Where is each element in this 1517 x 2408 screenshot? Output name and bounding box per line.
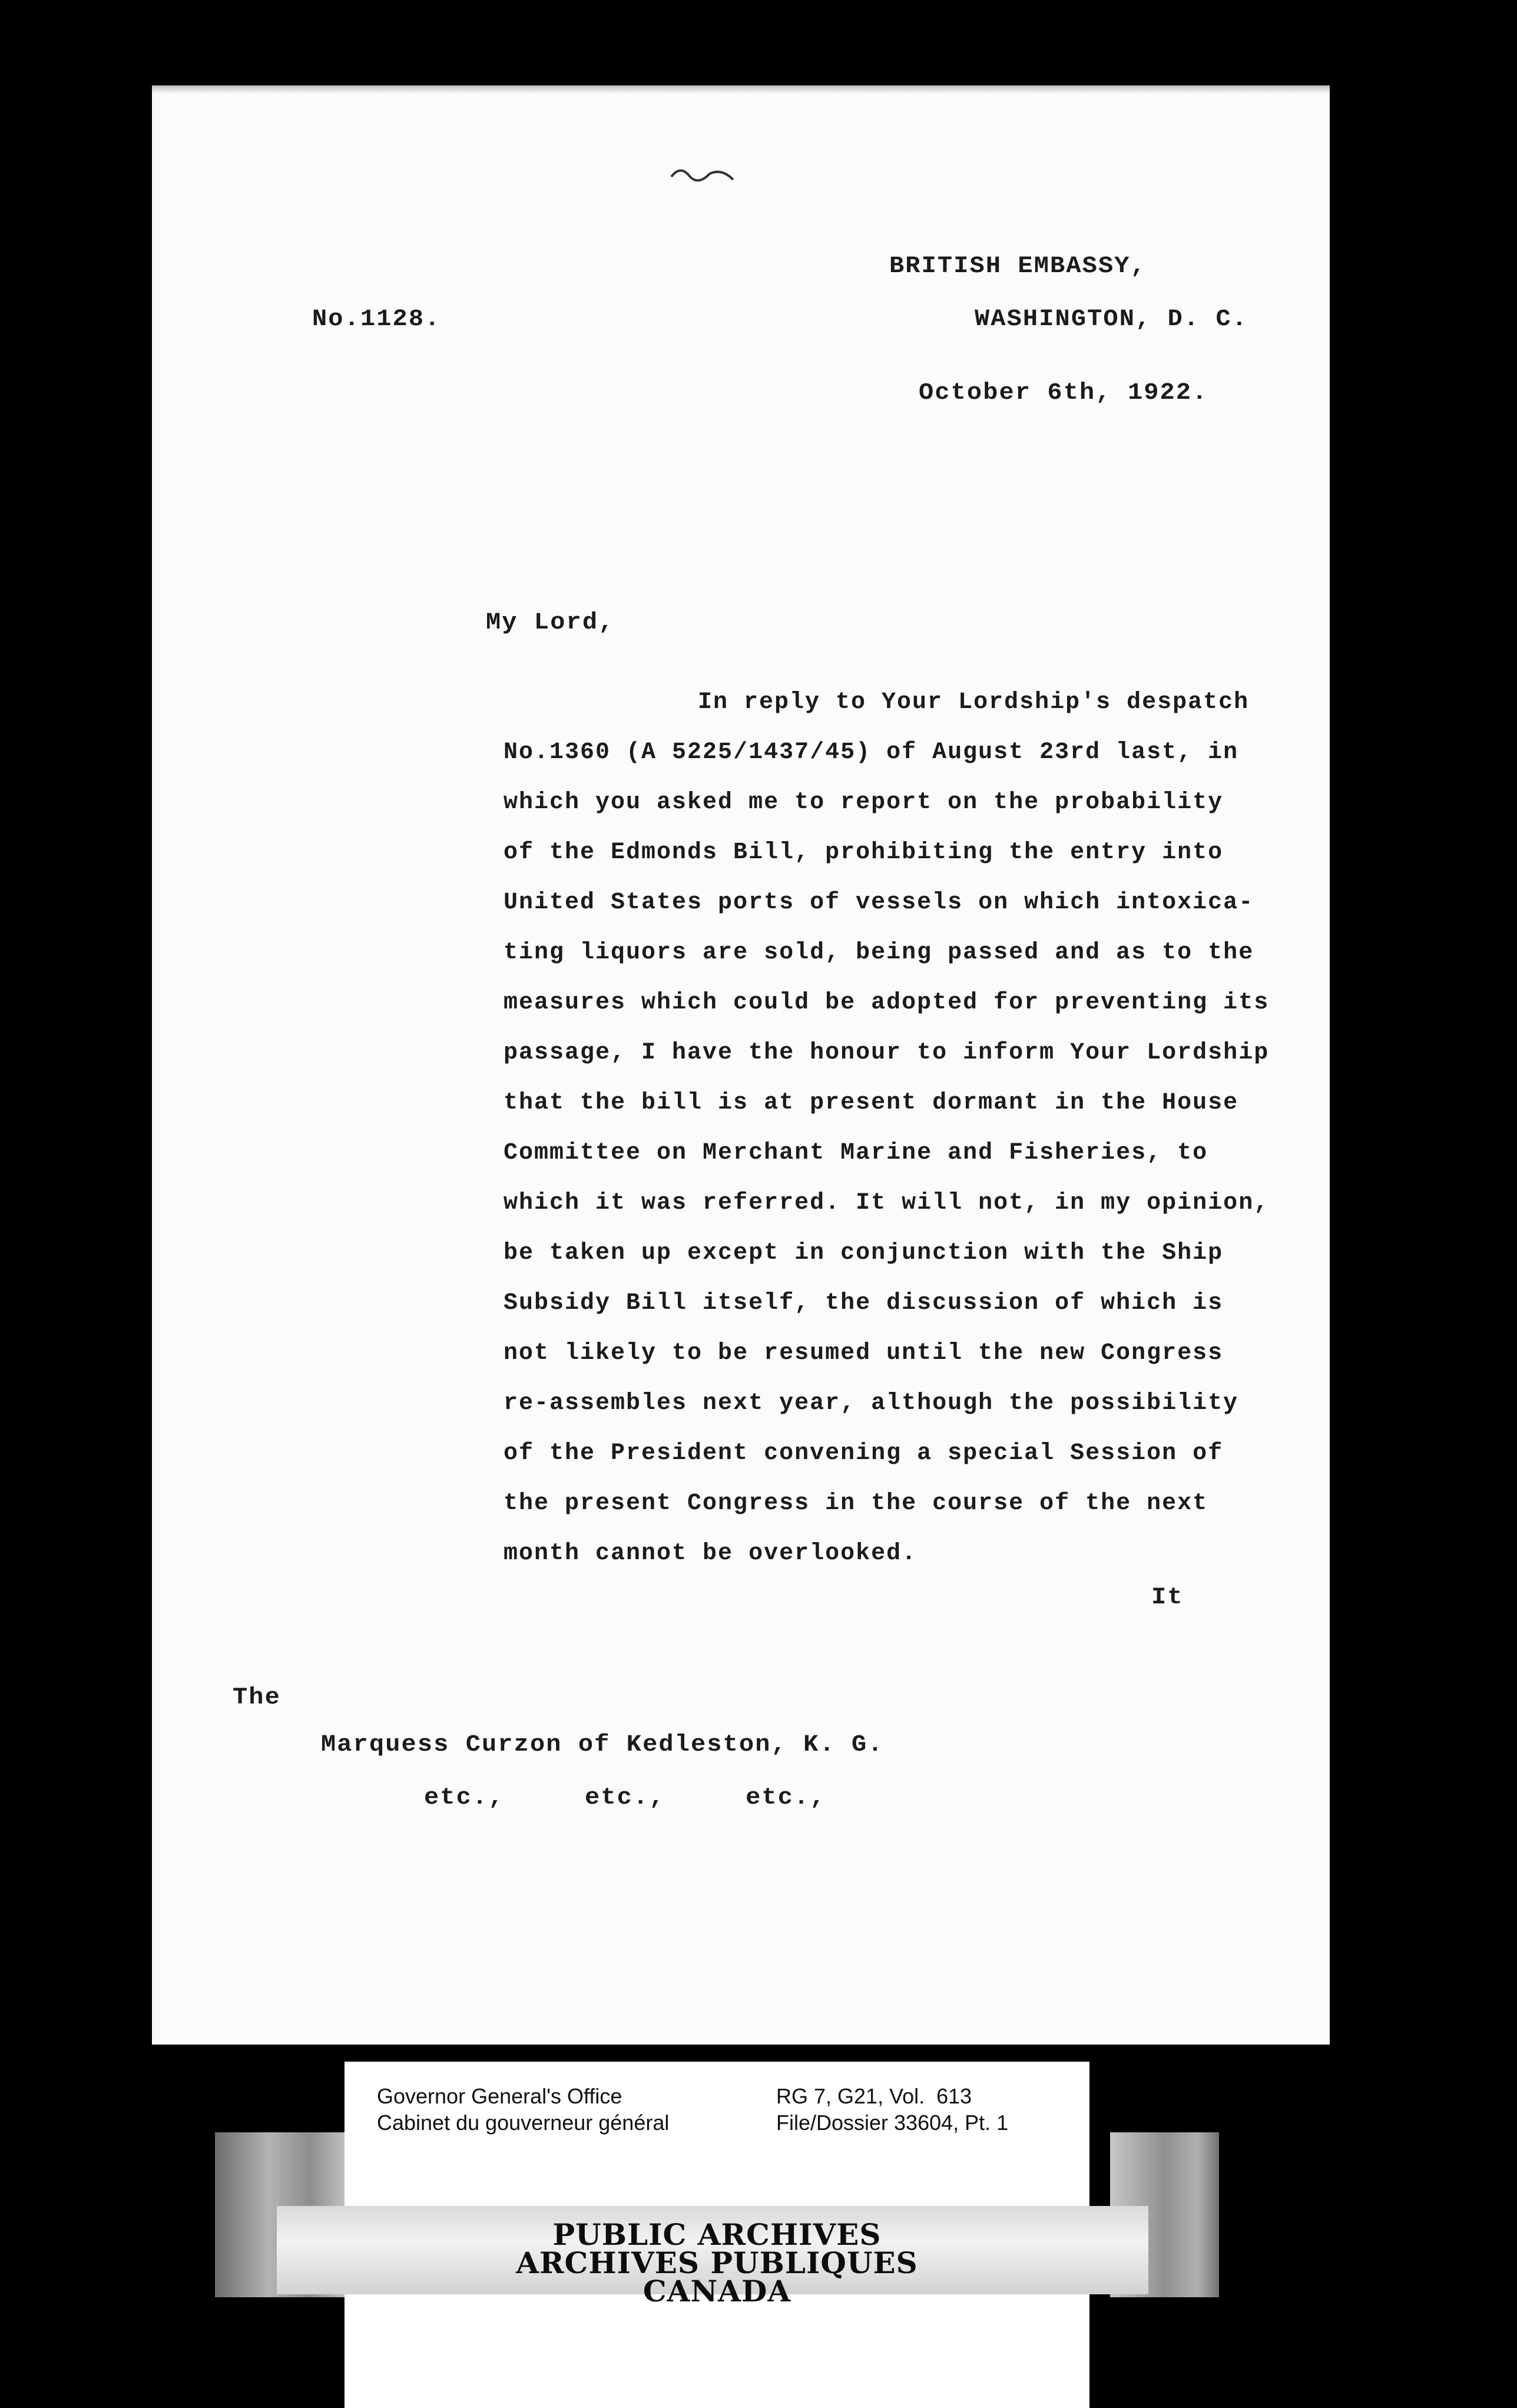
catchword: It [1151,1585,1184,1611]
pencil-mark [668,159,739,188]
addressee-name: Marquess Curzon of Kedleston, K. G. [321,1732,884,1758]
letter-date: October 6th, 1922. [919,380,1208,406]
embassy-location: WASHINGTON, D. C. [975,306,1248,333]
body-line: month cannot be overlooked. [504,1540,918,1567]
office-french: Cabinet du gouverneur général [377,2111,670,2135]
stamp-line-3: CANADA [642,2274,791,2308]
body-line: Subsidy Bill itself, the discussion of which is [504,1290,1224,1317]
body-line: of the Edmonds Bill, prohibiting the entry into [504,839,1224,866]
body-line: that the bill is at present dormant in the House [504,1090,1239,1116]
salutation: My Lord, [486,610,615,636]
record-group-ref: RG 7, G21, Vol. 613 [776,2084,972,2108]
body-line: Committee on Merchant Marine and Fisheries, to [504,1140,1208,1166]
file-ref: File/Dossier 33604, Pt. 1 [776,2111,1009,2135]
office-english: Governor General's Office [377,2084,622,2108]
body-line: the present Congress in the course of the next [504,1490,1208,1517]
body-line: not likely to be resumed until the new Congress [504,1340,1224,1367]
body-line: which you asked me to report on the probability [504,789,1224,816]
stamp-line-2: ARCHIVES PUBLIQUES [516,2245,918,2280]
letter-body [504,677,1269,1579]
body-line: which it was referred. It will not, in my opinion, [504,1190,1270,1216]
despatch-number: No.1128. [312,306,441,333]
stamp-line-1: PUBLIC ARCHIVES [552,2217,882,2252]
body-line: measures which could be adopted for preventing its [504,990,1270,1016]
body-line: re-assembles next year, although the possibility [504,1390,1239,1417]
body-line: ting liquors are sold, being passed and as to the [504,940,1254,966]
body-line: In reply to Your Lordship's despatch [698,689,1250,716]
body-line: passage, I have the honour to inform Your Lordship [504,1040,1270,1066]
body-line: of the President convening a special Session of [504,1440,1224,1467]
body-line: United States ports of vessels on which intoxica- [504,889,1254,916]
body-line: No.1360 (A 5225/1437/45) of August 23rd last, in [504,739,1239,766]
addressee-etc: etc., etc., etc., [424,1785,826,1811]
embassy-name: BRITISH EMBASSY, [889,253,1147,280]
addressee-the: The [233,1685,281,1711]
body-line: be taken up except in conjunction with the Ship [504,1240,1224,1266]
